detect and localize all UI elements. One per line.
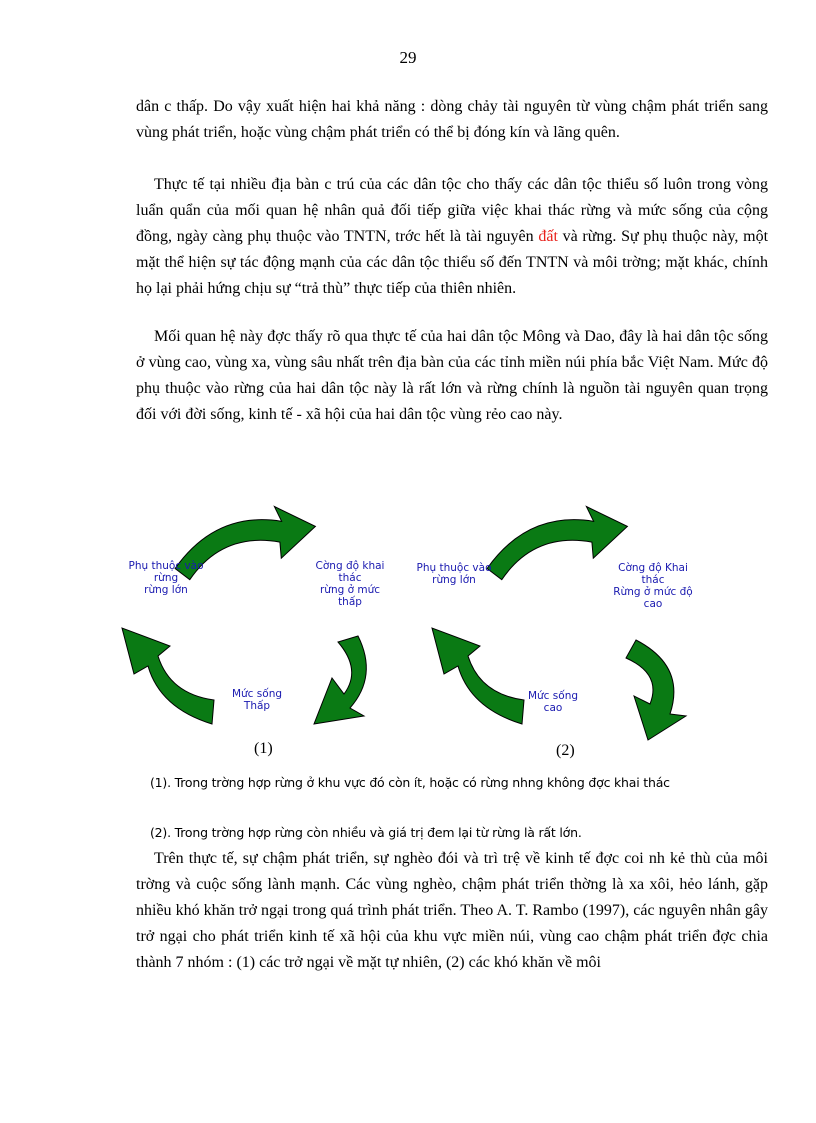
figure-2-caption: (2) bbox=[556, 742, 575, 759]
page-number: 29 bbox=[399, 48, 417, 67]
paragraph-2 bbox=[136, 172, 768, 302]
right-dependence-label: Phụ thuộc vào rừng lớn bbox=[416, 562, 492, 586]
cycle-arrows bbox=[0, 500, 816, 800]
right-right-arrow bbox=[626, 640, 686, 740]
left-living-label: Mức sống Thấp bbox=[231, 688, 283, 712]
note-1: (1). Trong trờng hợp rừng ở khu vực đó còn ít, hoặc có rừng nhng không đợc khai thác bbox=[150, 775, 670, 790]
paragraph-3 bbox=[136, 324, 768, 428]
right-exploitation-label: Cờng độ Khai thác Rừng ở mức độ cao bbox=[613, 562, 693, 610]
paragraph-1: dân c thấp. Do vậy xuất hiện hai khả năng : dòng chảy tài nguyên từ vùng chậm phát triển sang vùng phát triển, hoặc vùng chậm phát triển có thể bị đóng kín và lãng quên. bbox=[136, 98, 768, 141]
right-living-label: Mức sống cao bbox=[527, 690, 579, 714]
note-2: (2). Trong trờng hợp rừng còn nhiều và giá trị đem lại từ rừng là rất lớn. bbox=[150, 825, 582, 840]
left-dependence-label: Phụ thuộc vào rừng rừng lớn bbox=[128, 560, 204, 596]
paragraph-2-text-a: Thực tế tại nhiều địa bàn c trú của các dân tộc cho thấy các dân tộc thiểu số luôn trong vòng luẩn quẩn của mối quan hệ nhân quả đối tiếp giữa việc khai thác rừng và mức sống của cộng đồng, ngày càng phụ thuộc vào TNTN, trớc hết là tài nguyên bbox=[136, 176, 768, 245]
paragraph-4-text: Trên thực tế, sự chậm phát triển, sự nghèo đói và trì trệ về kinh tế đợc coi nh kẻ thù của môi trờng và cuộc sống lành mạnh. Các vùng nghèo, chậm phát triển thờng là xa xôi, hẻo lánh, gặp nhiều khó khăn trở ngại trong quá trình phát triển. Theo A. T. Rambo (1997), các nguyên nhân gây trở ngại cho phát triển kinh tế xã hội của khu vực miền núi, vùng cao chậm phát triển đợc chia thành 7 nhóm : (1) các trở ngại về mặt tự nhiên, (2) các khó khăn về môi bbox=[136, 850, 768, 971]
paragraph-4 bbox=[136, 846, 768, 976]
left-left-arrow bbox=[122, 628, 214, 724]
cycle-diagram bbox=[0, 500, 816, 800]
highlighted-word: đất bbox=[538, 228, 558, 245]
left-exploitation-label: Cờng độ khai thác rừng ở mức thấp bbox=[315, 560, 385, 608]
paragraph-2-text-b: và rừng. Sự phụ thuộc này, một mặt thể hiện sự tác động mạnh của các dân tộc thiểu số đến TNTN và môi trờng; mặt khác, chính họ lại phải hứng chịu sự “trả thù” thực tiếp của thiên nhiên. bbox=[136, 228, 769, 297]
figure-1-caption: (1) bbox=[254, 740, 273, 757]
paragraph-3-text: Mối quan hệ này đợc thấy rõ qua thực tế của hai dân tộc Mông và Dao, đây là hai dân tộc sống ở vùng cao, vùng xa, vùng sâu nhất trên địa bàn của các tỉnh miền núi phía bắc Việt Nam. Mức độ phụ thuộc vào rừng của hai dân tộc này là rất lớn và rừng chính là nguồn tài nguyên quan trọng đối với đời sống, kinh tế - xã hội của hai dân tộc vùng rẻo cao này. bbox=[136, 328, 768, 423]
left-right-arrow bbox=[314, 636, 366, 724]
